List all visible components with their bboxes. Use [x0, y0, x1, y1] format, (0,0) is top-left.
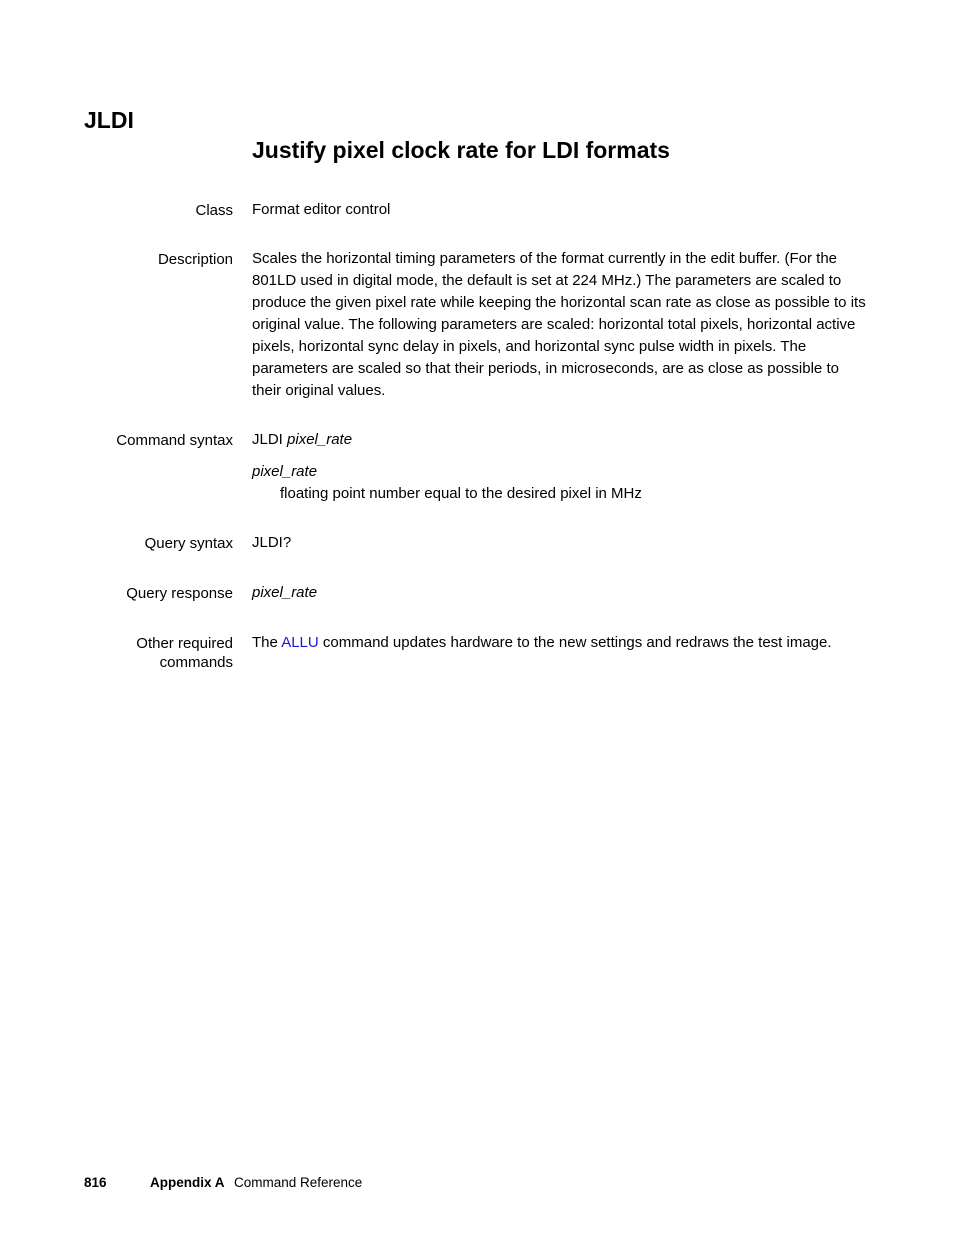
command-syntax-keyword: JLDI — [252, 431, 283, 448]
description-text: Scales the horizontal timing parameters of the format currently in the edit buffer. (For the 801LD used in digital mode, the default is set at 224 MHz.) The parameters are scaled to produce the given pixel rate while keeping the horizontal scan rate as close as possible to its original value. The following parameters are scaled: horizontal total pixels, horizontal active pixels, horizontal sync delay in pixels, and horizontal sync pulse width in pixels. The parameters are scaled so that their periods, in microseconds, are as close as possible to their original values. — [252, 250, 866, 399]
query-syntax-label: Query syntax — [144, 535, 233, 552]
query-response-value: pixel_rate — [252, 584, 318, 601]
description-label: Description — [157, 251, 233, 268]
allu-link[interactable]: ALLU — [281, 634, 319, 651]
query-response-label: Query response — [126, 585, 233, 602]
command-syntax-label: Command syntax — [116, 432, 233, 449]
other-commands-label-line1: Other required — [136, 635, 233, 652]
command-title: Justify pixel clock rate for LDI formats — [252, 137, 670, 163]
command-syntax-param: pixel_rate — [287, 431, 353, 448]
other-commands-prefix: The — [252, 634, 278, 651]
footer-section: Command Reference — [234, 1175, 363, 1190]
other-commands-label — [136, 634, 233, 672]
class-label: Class — [195, 202, 233, 219]
other-commands-text — [252, 632, 872, 654]
command-name: JLDI — [84, 107, 134, 133]
page-number: 816 — [84, 1175, 107, 1190]
param-name: pixel_rate — [252, 463, 318, 480]
query-syntax-value: JLDI? — [252, 534, 292, 551]
command-syntax-value — [252, 429, 872, 451]
param-description: floating point number equal to the desired pixel in MHz — [280, 485, 642, 502]
other-commands-label-line2: commands — [159, 654, 233, 671]
other-commands-suffix: command updates hardware to the new settings and redraws the test image. — [322, 634, 832, 651]
class-value: Format editor control — [252, 201, 391, 218]
footer-appendix: Appendix A — [150, 1175, 225, 1190]
